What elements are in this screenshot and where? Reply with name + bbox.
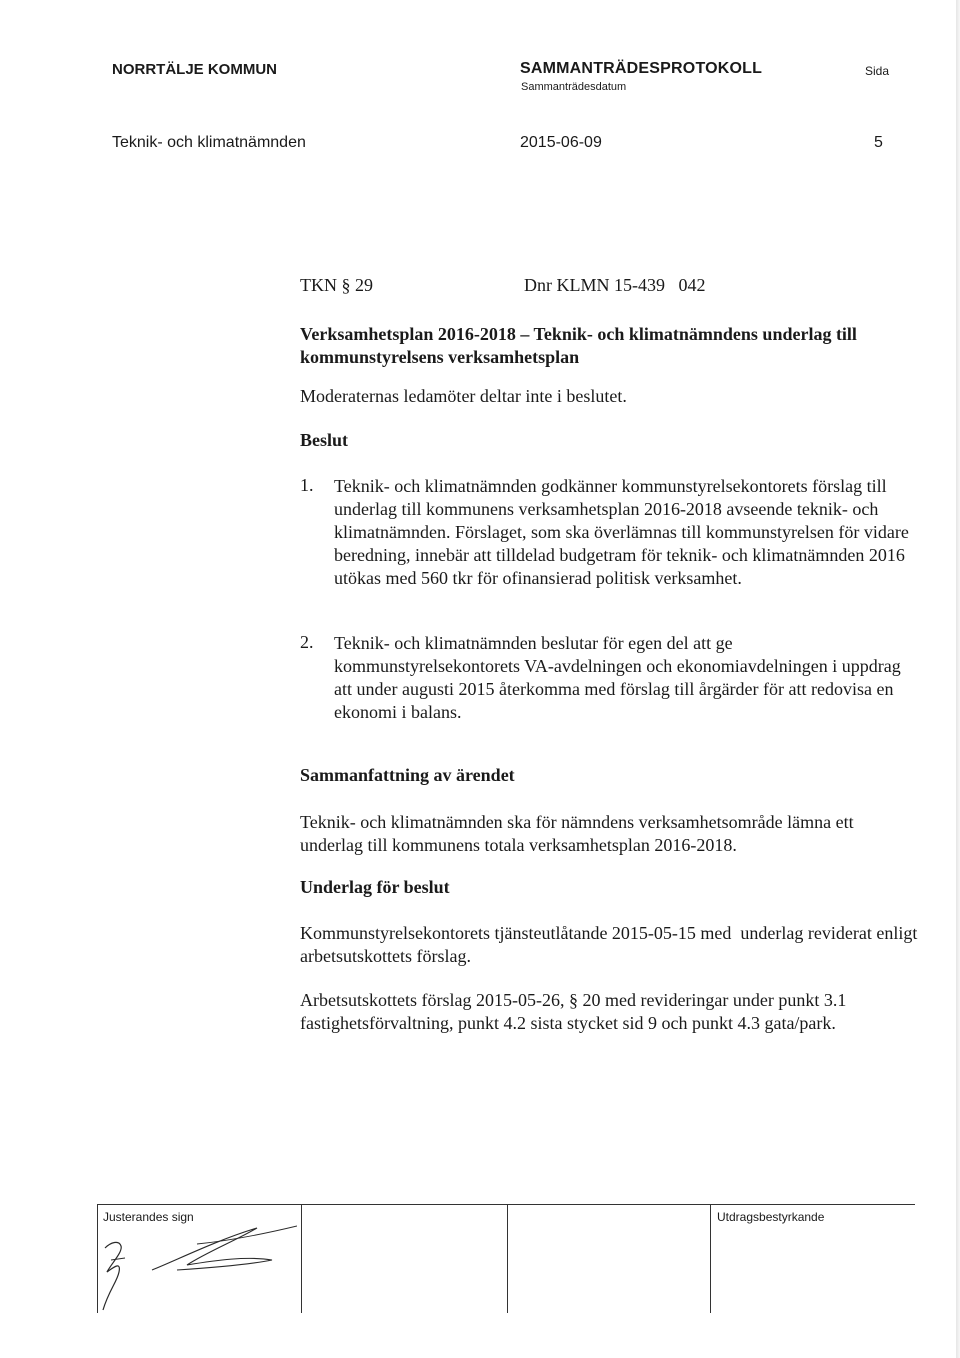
footer-divider	[97, 1204, 915, 1205]
decision-item-text: Teknik- och klimatnämnden beslutar för egen del att ge kommunstyrelsekontorets VA-avdelningen och ekonomiavdelningen i uppdrag att under augusti 2015 återkomma med förslag till årgärder för att redovisa en ekonomi i balans.	[334, 633, 901, 722]
page-label: Sida	[865, 64, 890, 78]
case-title: Verksamhetsplan 2016-2018 – Teknik- och klimatnämndens underlag till kommunstyrelsens verksamhetsplan	[300, 324, 857, 367]
footer-column-line	[710, 1205, 711, 1313]
municipality-name: NORRTÄLJE KOMMUN	[112, 61, 277, 78]
board-name: Teknik- och klimatnämnden	[112, 134, 306, 151]
extract-label: Utdragsbestyrkande	[717, 1210, 825, 1224]
decision-item-text: Teknik- och klimatnämnden godkänner kommunstyrelsekontorets förslag till underlag till kommunens verksamhetsplan 2016-2018 avseende teknik- och klimatnämnden. Förslaget, som ska överlämnas till kommunstyrelsen för vidare beredning, innebär att tilldelad budgetram för teknik- och klimatnämnden 2016 utökas med 560 tkr för ofinansierad politisk verksamhet.	[334, 476, 909, 588]
meeting-date-label: Sammanträdesdatum	[521, 81, 627, 93]
basis-item: Arbetsutskottets förslag 2015-05-26, § 20 med revideringar under punkt 3.1 fastighetsförvaltning, punkt 4.2 sista stycket sid 9 och punkt 4.3 gata/park.	[300, 990, 847, 1033]
page-edge-shadow	[956, 0, 960, 1358]
basis-heading: Underlag för beslut	[300, 877, 450, 897]
diary-number: Dnr KLMN 15-439 042	[524, 275, 706, 295]
abstention-note: Moderaternas ledamöter deltar inte i beslutet.	[300, 386, 627, 406]
footer-column-line	[301, 1205, 302, 1313]
decision-heading: Beslut	[300, 430, 349, 450]
page-number: 5	[874, 134, 883, 151]
footer-column-line	[507, 1205, 508, 1313]
handwritten-signature	[97, 1220, 297, 1315]
section-number: TKN § 29	[300, 275, 373, 295]
summary-heading: Sammanfattning av ärendet	[300, 765, 515, 785]
basis-item: Kommunstyrelsekontorets tjänsteutlåtande 2015-05-15 med underlag reviderat enligt arbetsutskottets förslag.	[300, 923, 922, 966]
signature-footer	[97, 1200, 915, 1315]
sign-label: Justerandes sign	[103, 1210, 194, 1224]
decision-item-number: 1.	[300, 475, 314, 495]
summary-text: Teknik- och klimatnämnden ska för nämndens verksamhetsområde lämna ett underlag till kommunens totala verksamhetsplan 2016-2018.	[300, 812, 854, 855]
meeting-date: 2015-06-09	[520, 134, 602, 151]
document-type-title: SAMMANTRÄDESPROTOKOLL	[520, 60, 763, 77]
decision-item-number: 2.	[300, 632, 314, 652]
